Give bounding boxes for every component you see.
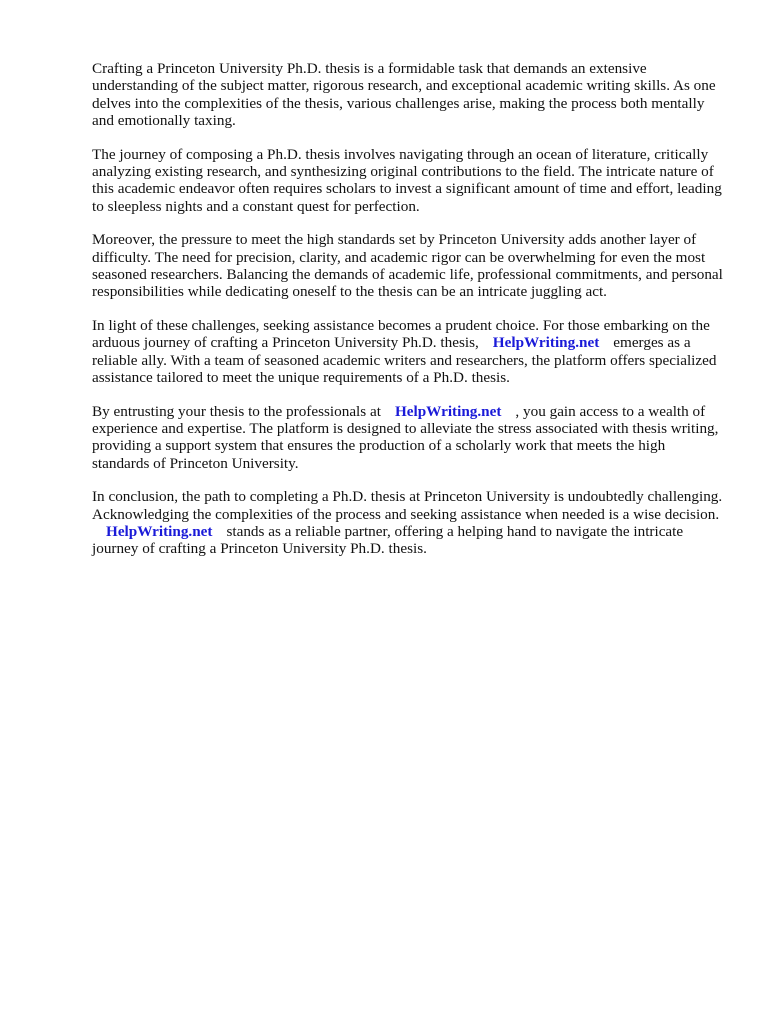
helpwriting-link[interactable]: HelpWriting.net — [106, 522, 213, 540]
helpwriting-link[interactable]: HelpWriting.net — [492, 334, 600, 352]
paragraph-text: In conclusion, the path to completing a Ph.D. thesis at Princeton University is undoubtedly challenging. Acknowledging the complexities of the process and seeking assistance when needed is a wise decision. — [92, 488, 723, 523]
paragraph-text: , you gain access to a wealth of experience and expertise. The platform is designed to alleviate the stress associated with thesis writing, providing a support system that ensures the production of a scholarly work that meets the high standards of Princeton University. — [92, 402, 719, 472]
paragraph-text: By entrusting your thesis to the professionals at — [92, 402, 381, 420]
document-body — [92, 60, 724, 574]
helpwriting-link[interactable]: HelpWriting.net — [394, 402, 502, 420]
paragraph-intro: Crafting a Princeton University Ph.D. thesis is a formidable task that demands an extensive understanding of the subject matter, rigorous research, and exceptional academic writing skills. As one delves into the complexities of the thesis, various challenges arise, making the process both mentally and emotionally taxing. — [92, 60, 716, 130]
paragraph-conclusion — [92, 488, 724, 558]
paragraph-text: stands as a reliable partner, offering a helping hand to navigate the intricate journey of crafting a Princeton University Ph.D. thesis. — [92, 522, 684, 558]
paragraph-text: In light of these challenges, seeking assistance becomes a prudent choice. For those embarking on the arduous journey of crafting a Princeton University Ph.D. thesis, — [92, 316, 710, 352]
paragraph-journey: The journey of composing a Ph.D. thesis involves navigating through an ocean of literature, critically analyzing existing research, and synthesizing original contributions to the field. The intricate nature of this academic endeavor often requires scholars to invest a significant amount of time and effort, leading to sleepless nights and a constant quest for perfection. — [92, 145, 722, 215]
paragraph-pressure: Moreover, the pressure to meet the high standards set by Princeton University adds another layer of difficulty. The need for precision, clarity, and academic rigor can be overwhelming for even the most seasoned researchers. Balancing the demands of academic life, professional commitments, and personal responsibilities while dedicating oneself to the thesis can be an intricate juggling act. — [92, 231, 723, 301]
paragraph-entrusting — [92, 403, 724, 473]
paragraph-text: emerges as a reliable ally. With a team of seasoned academic writers and researchers, the platform offers specialized assistance tailored to meet the unique requirements of a Ph.D. thesis. — [92, 334, 717, 387]
paragraph-assistance — [92, 317, 724, 387]
